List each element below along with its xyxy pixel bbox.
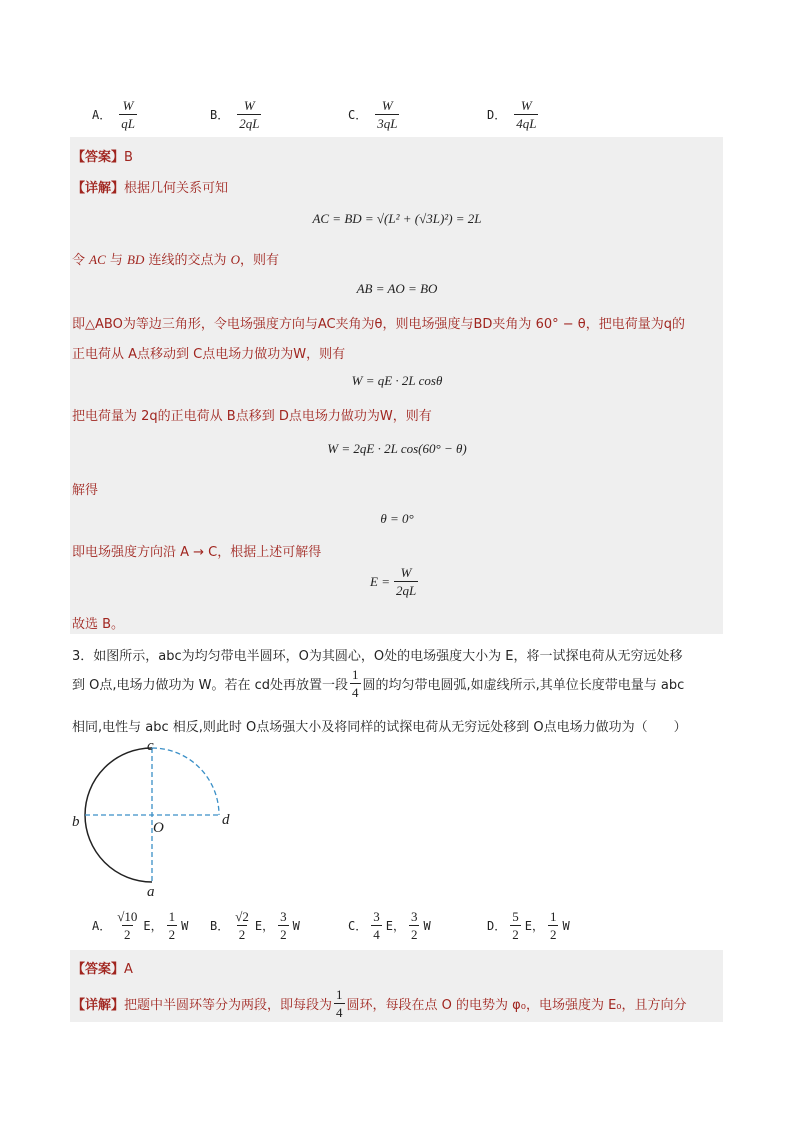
option-letter: A．: [92, 108, 112, 122]
option-fraction: $\frac{W}{3qL}$: [377, 98, 398, 131]
dashed-arc-cd: [152, 748, 219, 815]
equation-w-2qe: W = 2qE · 2L cos(60° − θ): [327, 441, 467, 456]
label-b: b: [72, 814, 80, 830]
equation-theta: θ = 0°: [380, 511, 414, 526]
option-d[interactable]: D． $\frac{5}{2}$ E， $\frac{1}{2}$ W: [487, 909, 570, 942]
question3-line2: 到 O点,电场力做功为 W。若在 cd处再放置一段 $\frac{1}{4}$ 圆的均匀带电圆弧,如虚线所示,其单位长度带电量与 abc: [72, 667, 685, 700]
equation-w-qe: W = qE · 2L cosθ: [351, 373, 443, 388]
question3-line3: 相同,电性与 abc 相反,则此时 O点场强大小及将同样的试探电荷从无穷远处移到 O点电场力做功为（ ）: [72, 720, 687, 735]
equation-e: E = $\frac{W}{2qL}$: [370, 565, 417, 598]
detail-line-6: 解得: [72, 483, 99, 498]
label-a: a: [147, 884, 155, 900]
option-b[interactable]: B． $\frac{√2}{2}$ E， $\frac{3}{2}$ W: [210, 909, 300, 942]
equation-ac-bd: AC = BD = √(L² + (√3L)²) = 2L: [312, 211, 482, 226]
option-d[interactable]: [487, 99, 538, 130]
detail-line-8: 故选 B。: [72, 617, 125, 632]
detail-line-4: 正电荷从 A点移动到 C点电场力做功为W，则有: [72, 347, 346, 362]
option-letter: C．: [348, 108, 368, 122]
answer-value: B: [124, 150, 133, 165]
answer-line-q2: [72, 146, 133, 165]
detail-intro: 根据几何关系可知: [124, 181, 229, 196]
option-letter: D．: [487, 108, 507, 122]
option-fraction: $\frac{W}{4qL}$: [516, 98, 537, 131]
option-b[interactable]: [210, 99, 261, 130]
question3-line1: 3．如图所示，abc为均匀带电半圆环，O为其圆心，O处的电场强度大小为 E，将一试探电荷从无穷远处移: [72, 649, 683, 664]
option-c[interactable]: [348, 99, 399, 130]
detail-line-2: 令 AC 与 BD 连线的交点为 O，则有: [72, 252, 280, 268]
option-a[interactable]: A． $\frac{√10}{2}$ E， $\frac{1}{2}$ W: [92, 909, 189, 942]
option-a[interactable]: [92, 99, 137, 130]
option-fraction: $\frac{W}{qL}$: [121, 98, 135, 131]
detail-line-5: 把电荷量为 2q的正电荷从 B点移到 D点电场力做功为W，则有: [72, 409, 432, 424]
answer-line-q3: 【答案】A: [72, 962, 133, 977]
option-c[interactable]: C． $\frac{3}{4}$ E， $\frac{3}{2}$ W: [348, 909, 431, 942]
detail-line-q3: 【详解】 把题中半圆环等分为两段，即每段为 $\frac{1}{4}$ 圆环，每段在点 O 的电势为 φ₀，电场强度为 E₀，且方向分: [72, 987, 687, 1020]
answer-tag: 【答案】: [72, 150, 125, 165]
option-letter: B．: [210, 108, 230, 122]
label-c: c: [147, 738, 154, 754]
label-d: d: [222, 812, 230, 828]
label-o: O: [153, 820, 164, 836]
detail-line-3: 即△ABO为等边三角形，令电场强度方向与AC夹角为θ，则电场强度与BD夹角为 60° − θ，把电荷量为q的: [72, 317, 685, 332]
option-fraction: $\frac{W}{2qL}$: [239, 98, 260, 131]
detail-line-7: 即电场强度方向沿 A → C，根据上述可解得: [72, 545, 322, 560]
equation-ab-ao-bo: AB = AO = BO: [356, 281, 438, 296]
detail-intro-q2: [72, 177, 228, 196]
detail-tag: 【详解】: [72, 181, 125, 196]
